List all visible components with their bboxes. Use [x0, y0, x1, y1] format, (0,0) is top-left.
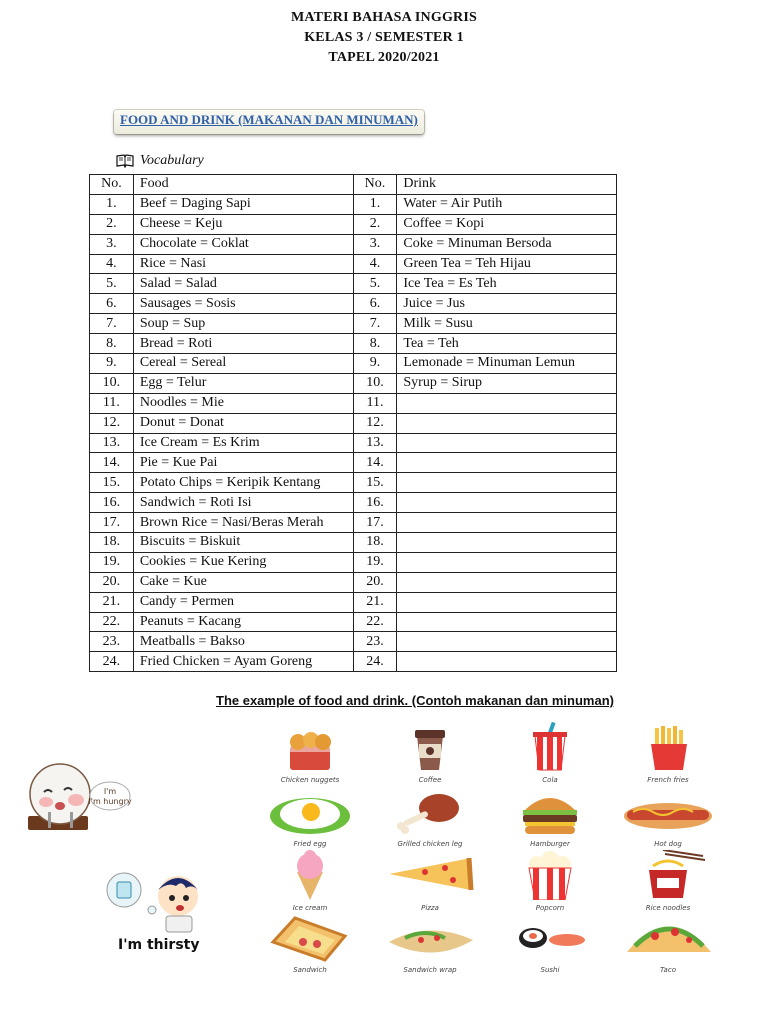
- row-number: 7.: [90, 314, 134, 334]
- row-number-2: 22.: [353, 612, 397, 632]
- food-illustration: [495, 722, 605, 782]
- table-body: [90, 194, 617, 671]
- row-number-2: 3.: [353, 234, 397, 254]
- drink-cell: [397, 413, 617, 433]
- food-illustration-grid: [255, 722, 725, 974]
- row-number-2: 14.: [353, 453, 397, 473]
- row-number: 8.: [90, 334, 134, 354]
- drink-cell: Syrup = Sirup: [397, 373, 617, 393]
- drink-cell: [397, 513, 617, 533]
- row-number-2: 15.: [353, 473, 397, 493]
- row-number: 17.: [90, 513, 134, 533]
- row-number: 13.: [90, 433, 134, 453]
- food-illustration: [255, 722, 365, 782]
- food-cell: Egg = Telur: [133, 373, 353, 393]
- rice-noodles-icon: [613, 850, 723, 900]
- row-number-2: 19.: [353, 552, 397, 572]
- drink-cell: Water = Air Putih: [397, 194, 617, 214]
- food-cell: Meatballs = Bakso: [133, 632, 353, 652]
- table-row: [90, 234, 617, 254]
- drink-cell: [397, 453, 617, 473]
- food-cell: Ice Cream = Es Krim: [133, 433, 353, 453]
- row-number: 2.: [90, 214, 134, 234]
- food-illustration: [375, 722, 485, 782]
- food-illustration: [495, 912, 605, 972]
- drink-cell: [397, 632, 617, 652]
- illustration-caption: Popcorn: [535, 904, 565, 912]
- row-number: 9.: [90, 354, 134, 374]
- row-number: 18.: [90, 533, 134, 553]
- illustration-caption: Sushi: [540, 966, 560, 974]
- row-number-2: 23.: [353, 632, 397, 652]
- illustration-caption: French fries: [647, 776, 689, 784]
- thirsty-caption: I'm thirsty: [118, 937, 200, 953]
- drink-cell: Lemonade = Minuman Lemun: [397, 354, 617, 374]
- row-number-2: 11.: [353, 393, 397, 413]
- illustration-caption: Hot dog: [654, 840, 682, 848]
- fried-egg-icon: [255, 786, 365, 836]
- illustration-caption: Sandwich wrap: [403, 966, 457, 974]
- table-row: [90, 314, 617, 334]
- table-row: [90, 373, 617, 393]
- example-title: The example of food and drink. (Contoh makanan dan minuman): [216, 693, 614, 708]
- vocabulary-table: [89, 174, 617, 672]
- food-cell: Pie = Kue Pai: [133, 453, 353, 473]
- row-number: 24.: [90, 652, 134, 672]
- food-cell: Noodles = Mie: [133, 393, 353, 413]
- food-cell: Bread = Roti: [133, 334, 353, 354]
- row-number-2: 2.: [353, 214, 397, 234]
- row-number-2: 1.: [353, 194, 397, 214]
- row-number-2: 12.: [353, 413, 397, 433]
- food-cell: Salad = Salad: [133, 274, 353, 294]
- row-number: 14.: [90, 453, 134, 473]
- row-number: 11.: [90, 393, 134, 413]
- row-number-2: 17.: [353, 513, 397, 533]
- food-illustration: [613, 786, 723, 846]
- food-illustration: [255, 786, 365, 846]
- sandwich-icon: [255, 912, 365, 962]
- sushi-icon: [495, 912, 605, 962]
- hot-dog-icon: [613, 786, 723, 836]
- header-no-2: No.: [353, 175, 397, 195]
- table-row: [90, 413, 617, 433]
- sandwich-wrap-icon: [375, 912, 485, 962]
- food-cell: Potato Chips = Keripik Kentang: [133, 473, 353, 493]
- table-row: [90, 473, 617, 493]
- drink-cell: [397, 572, 617, 592]
- food-cell: Beef = Daging Sapi: [133, 194, 353, 214]
- drink-cell: [397, 433, 617, 453]
- row-number: 5.: [90, 274, 134, 294]
- row-number-2: 8.: [353, 334, 397, 354]
- food-illustration: [613, 912, 723, 972]
- grilled-chicken-leg-icon: [375, 786, 485, 836]
- illustration-caption: Rice noodles: [645, 904, 691, 912]
- header-no: No.: [90, 175, 134, 195]
- pizza-icon: [375, 850, 485, 900]
- illustration-caption: Chicken nuggets: [280, 776, 340, 784]
- chicken-nuggets-icon: [255, 722, 365, 772]
- header-food: Food: [133, 175, 353, 195]
- food-cell: Brown Rice = Nasi/Beras Merah: [133, 513, 353, 533]
- row-number: 22.: [90, 612, 134, 632]
- drink-cell: [397, 393, 617, 413]
- row-number-2: 24.: [353, 652, 397, 672]
- food-cell: Donut = Donat: [133, 413, 353, 433]
- food-illustration: [255, 912, 365, 972]
- drink-cell: [397, 612, 617, 632]
- vocabulary-label: Vocabulary: [140, 153, 204, 168]
- drink-cell: [397, 493, 617, 513]
- table-row: [90, 533, 617, 553]
- table-row: [90, 214, 617, 234]
- row-number-2: 4.: [353, 254, 397, 274]
- row-number: 10.: [90, 373, 134, 393]
- food-illustration: [375, 786, 485, 846]
- illustration-caption: Hamburger: [530, 840, 570, 848]
- row-number: 21.: [90, 592, 134, 612]
- taco-icon: [613, 912, 723, 962]
- row-number: 20.: [90, 572, 134, 592]
- illustration-caption: Coffee: [418, 776, 442, 784]
- row-number-2: 9.: [353, 354, 397, 374]
- coffee-icon: [375, 722, 485, 772]
- food-cell: Chocolate = Coklat: [133, 234, 353, 254]
- row-number: 19.: [90, 552, 134, 572]
- drink-cell: Juice = Jus: [397, 294, 617, 314]
- row-number-2: 7.: [353, 314, 397, 334]
- row-number-2: 13.: [353, 433, 397, 453]
- row-number: 23.: [90, 632, 134, 652]
- table-row: [90, 354, 617, 374]
- drink-cell: Milk = Susu: [397, 314, 617, 334]
- drink-cell: Tea = Teh: [397, 334, 617, 354]
- vocabulary-heading: [116, 153, 204, 169]
- food-illustration: [495, 786, 605, 846]
- food-cell: Peanuts = Kacang: [133, 612, 353, 632]
- drink-cell: Coke = Minuman Bersoda: [397, 234, 617, 254]
- table-row: [90, 592, 617, 612]
- table-row: [90, 433, 617, 453]
- popcorn-icon: [495, 850, 605, 900]
- row-number-2: 21.: [353, 592, 397, 612]
- food-cell: Sandwich = Roti Isi: [133, 493, 353, 513]
- table-header-row: [90, 175, 617, 195]
- table-row: [90, 194, 617, 214]
- table-row: [90, 572, 617, 592]
- food-illustration: [613, 722, 723, 782]
- cola-icon: [495, 722, 605, 772]
- ice-cream-icon: [255, 850, 365, 900]
- row-number-2: 5.: [353, 274, 397, 294]
- food-cell: Cake = Kue: [133, 572, 353, 592]
- food-illustration: [613, 850, 723, 910]
- header-drink: Drink: [397, 175, 617, 195]
- row-number: 6.: [90, 294, 134, 314]
- table-row: [90, 632, 617, 652]
- row-number: 4.: [90, 254, 134, 274]
- row-number: 1.: [90, 194, 134, 214]
- drink-cell: [397, 592, 617, 612]
- table-row: [90, 294, 617, 314]
- illustration-caption: Sandwich: [293, 966, 327, 974]
- drink-cell: [397, 552, 617, 572]
- food-cell: Cereal = Sereal: [133, 354, 353, 374]
- illustration-caption: Cola: [542, 776, 558, 784]
- food-cell: Biscuits = Biskuit: [133, 533, 353, 553]
- illustration-caption: Taco: [660, 966, 676, 974]
- table-row: [90, 393, 617, 413]
- food-cell: Soup = Sup: [133, 314, 353, 334]
- table-row: [90, 513, 617, 533]
- food-illustration: [375, 850, 485, 910]
- table-row: [90, 652, 617, 672]
- food-cell: Fried Chicken = Ayam Goreng: [133, 652, 353, 672]
- table-row: [90, 274, 617, 294]
- illustration-caption: Pizza: [421, 904, 439, 912]
- table-row: [90, 552, 617, 572]
- topic-title: FOOD AND DRINK (MAKANAN DAN MINUMAN): [114, 110, 424, 134]
- row-number: 12.: [90, 413, 134, 433]
- food-illustration: [255, 850, 365, 910]
- illustration-caption: Fried egg: [293, 840, 327, 848]
- row-number-2: 20.: [353, 572, 397, 592]
- hungry-character-icon: [24, 756, 134, 834]
- drink-cell: [397, 533, 617, 553]
- food-cell: Cheese = Keju: [133, 214, 353, 234]
- table-row: [90, 493, 617, 513]
- row-number-2: 10.: [353, 373, 397, 393]
- food-cell: Cookies = Kue Kering: [133, 552, 353, 572]
- food-illustration: [495, 850, 605, 910]
- illustration-caption: Grilled chicken leg: [397, 840, 463, 848]
- drink-cell: Green Tea = Teh Hijau: [397, 254, 617, 274]
- illustration-caption: Ice cream: [292, 904, 328, 912]
- hamburger-icon: [495, 786, 605, 836]
- food-cell: Rice = Nasi: [133, 254, 353, 274]
- drink-cell: [397, 473, 617, 493]
- drink-cell: [397, 652, 617, 672]
- thirsty-character-icon: [96, 868, 206, 934]
- row-number-2: 16.: [353, 493, 397, 513]
- table-row: [90, 334, 617, 354]
- row-number: 3.: [90, 234, 134, 254]
- hungry-text: I'm hungry: [88, 797, 132, 806]
- food-cell: Sausages = Sosis: [133, 294, 353, 314]
- drink-cell: Ice Tea = Es Teh: [397, 274, 617, 294]
- header-line-year: TAPEL 2020/2021: [328, 50, 440, 65]
- food-illustration: [375, 912, 485, 972]
- table-row: [90, 612, 617, 632]
- table-row: [90, 254, 617, 274]
- food-cell: Candy = Permen: [133, 592, 353, 612]
- drink-cell: Coffee = Kopi: [397, 214, 617, 234]
- row-number: 16.: [90, 493, 134, 513]
- table-row: [90, 453, 617, 473]
- row-number: 15.: [90, 473, 134, 493]
- open-book-icon: [116, 154, 134, 168]
- header-line-subject: MATERI BAHASA INGGRIS: [291, 10, 477, 25]
- document-header: [0, 8, 768, 68]
- row-number-2: 18.: [353, 533, 397, 553]
- french-fries-icon: [613, 722, 723, 772]
- svg-text:I'm: I'm: [103, 787, 117, 796]
- row-number-2: 6.: [353, 294, 397, 314]
- header-line-class: KELAS 3 / SEMESTER 1: [304, 30, 464, 45]
